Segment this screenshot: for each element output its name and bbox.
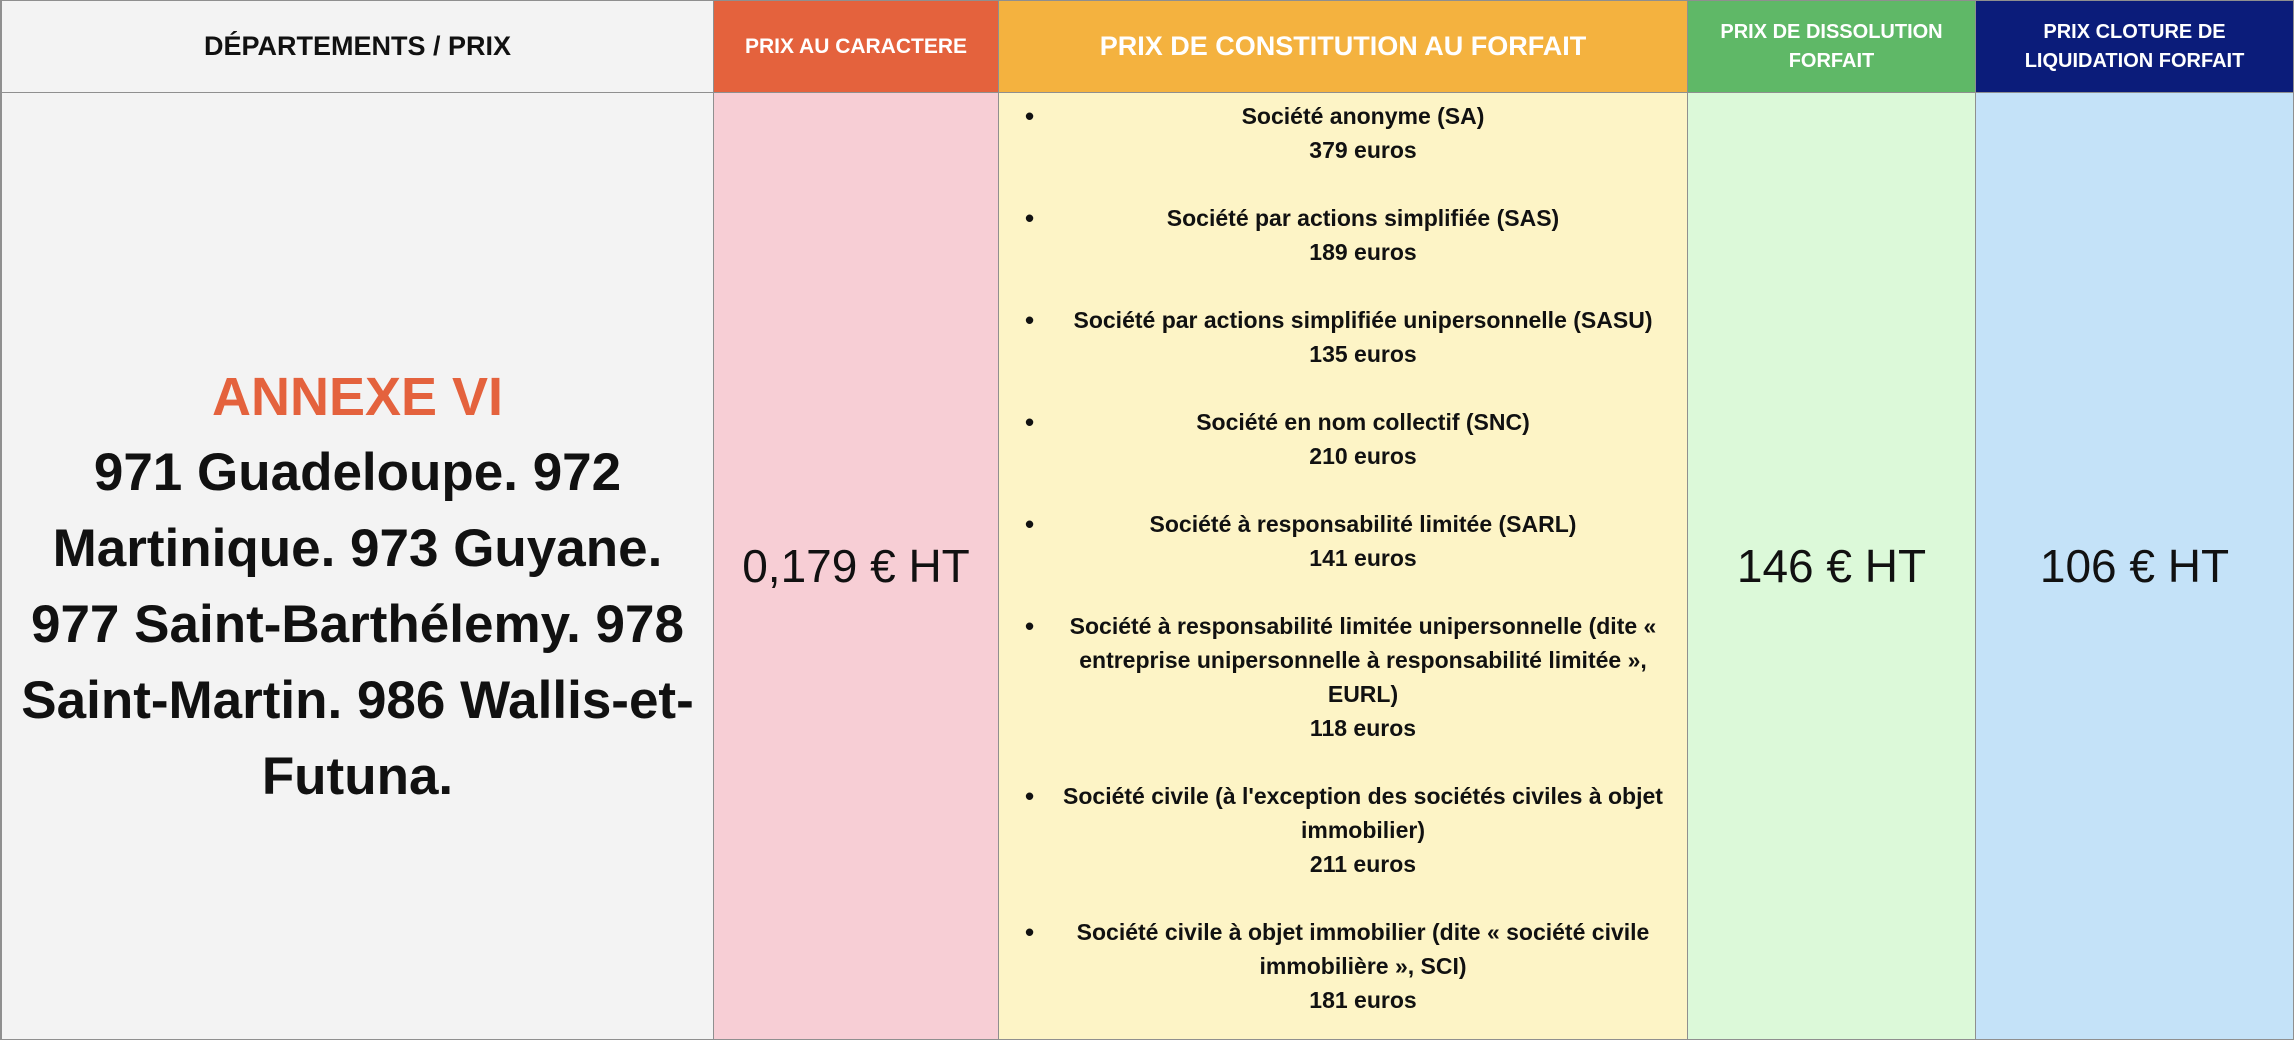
forfait-name: Société par actions simplifiée (SAS) xyxy=(1166,205,1560,231)
header-departements-label: DÉPARTEMENTS / PRIX xyxy=(203,31,512,61)
forfait-list xyxy=(999,93,1687,1040)
header-prix-cloture xyxy=(1976,0,2294,93)
prix-caractere-value: 0,179 € HT xyxy=(742,540,970,592)
forfait-price: 135 euros xyxy=(1309,341,1417,367)
forfait-item xyxy=(999,915,1687,1017)
header-departements xyxy=(0,0,714,93)
bullet-icon: • xyxy=(1025,917,1035,947)
bullet-icon: • xyxy=(1025,781,1035,811)
header-prix-cloture-label: PRIX CLOTURE DE LIQUIDATION FORFAIT xyxy=(2024,20,2245,72)
bullet-icon: • xyxy=(1025,101,1035,131)
prix-cloture-cell xyxy=(1976,93,2294,1040)
forfait-price: 181 euros xyxy=(1309,987,1417,1013)
forfait-name: Société anonyme (SA) xyxy=(1241,103,1485,129)
prix-dissolution-value: 146 € HT xyxy=(1736,540,1927,592)
bullet-icon: • xyxy=(1025,509,1035,539)
bullet-icon: • xyxy=(1025,407,1035,437)
forfait-item xyxy=(999,507,1687,575)
annex-title: ANNEXE VI xyxy=(211,367,504,427)
forfait-price: 118 euros xyxy=(1309,715,1417,741)
forfait-item xyxy=(999,609,1687,745)
forfait-price: 210 euros xyxy=(1309,443,1417,469)
forfait-item xyxy=(999,303,1687,371)
forfait-name: Société à responsabilité limitée (SARL) xyxy=(1149,511,1577,537)
forfait-price: 379 euros xyxy=(1309,137,1417,163)
bullet-icon: • xyxy=(1025,203,1035,233)
forfait-name: Société à responsabilité limitée unipersonnelle (dite « entreprise unipersonnelle à responsabilité limitée », EURL) xyxy=(1069,613,1657,707)
header-prix-caractere xyxy=(714,0,999,93)
header-prix-constitution-label: PRIX DE CONSTITUTION AU FORFAIT xyxy=(1099,31,1587,61)
forfait-cell xyxy=(999,93,1688,1040)
forfait-item xyxy=(999,405,1687,473)
forfait-price: 189 euros xyxy=(1309,239,1417,265)
bullet-icon: • xyxy=(1025,611,1035,641)
prix-caractere-cell xyxy=(714,93,999,1040)
forfait-item xyxy=(999,779,1687,881)
header-prix-caractere-label: PRIX AU CARACTERE xyxy=(744,34,968,58)
forfait-name: Société civile (à l'exception des sociétés civiles à objet immobilier) xyxy=(1063,783,1663,843)
header-prix-dissolution-label: PRIX DE DISSOLUTION FORFAIT xyxy=(1720,20,1943,72)
forfait-name: Société en nom collectif (SNC) xyxy=(1196,409,1530,435)
header-prix-dissolution xyxy=(1688,0,1976,93)
forfait-price: 141 euros xyxy=(1309,545,1417,571)
departements-cell xyxy=(0,93,714,1040)
forfait-name: Société par actions simplifiée unipersonnelle (SASU) xyxy=(1073,307,1653,333)
header-prix-constitution xyxy=(999,0,1688,93)
forfait-price: 211 euros xyxy=(1309,851,1417,877)
bullet-icon: • xyxy=(1025,305,1035,335)
departements-list: 971 Guadeloupe. 972 Martinique. 973 Guyane. 977 Saint-Barthélemy. 978 Saint-Martin. 986 Wallis-et-Futuna. xyxy=(21,443,694,806)
prix-cloture-value: 106 € HT xyxy=(2039,540,2230,592)
forfait-name: Société civile à objet immobilier (dite « société civile immobilière », SCI) xyxy=(1076,919,1650,979)
prix-dissolution-cell xyxy=(1688,93,1976,1040)
forfait-item xyxy=(999,99,1687,167)
forfait-item xyxy=(999,201,1687,269)
